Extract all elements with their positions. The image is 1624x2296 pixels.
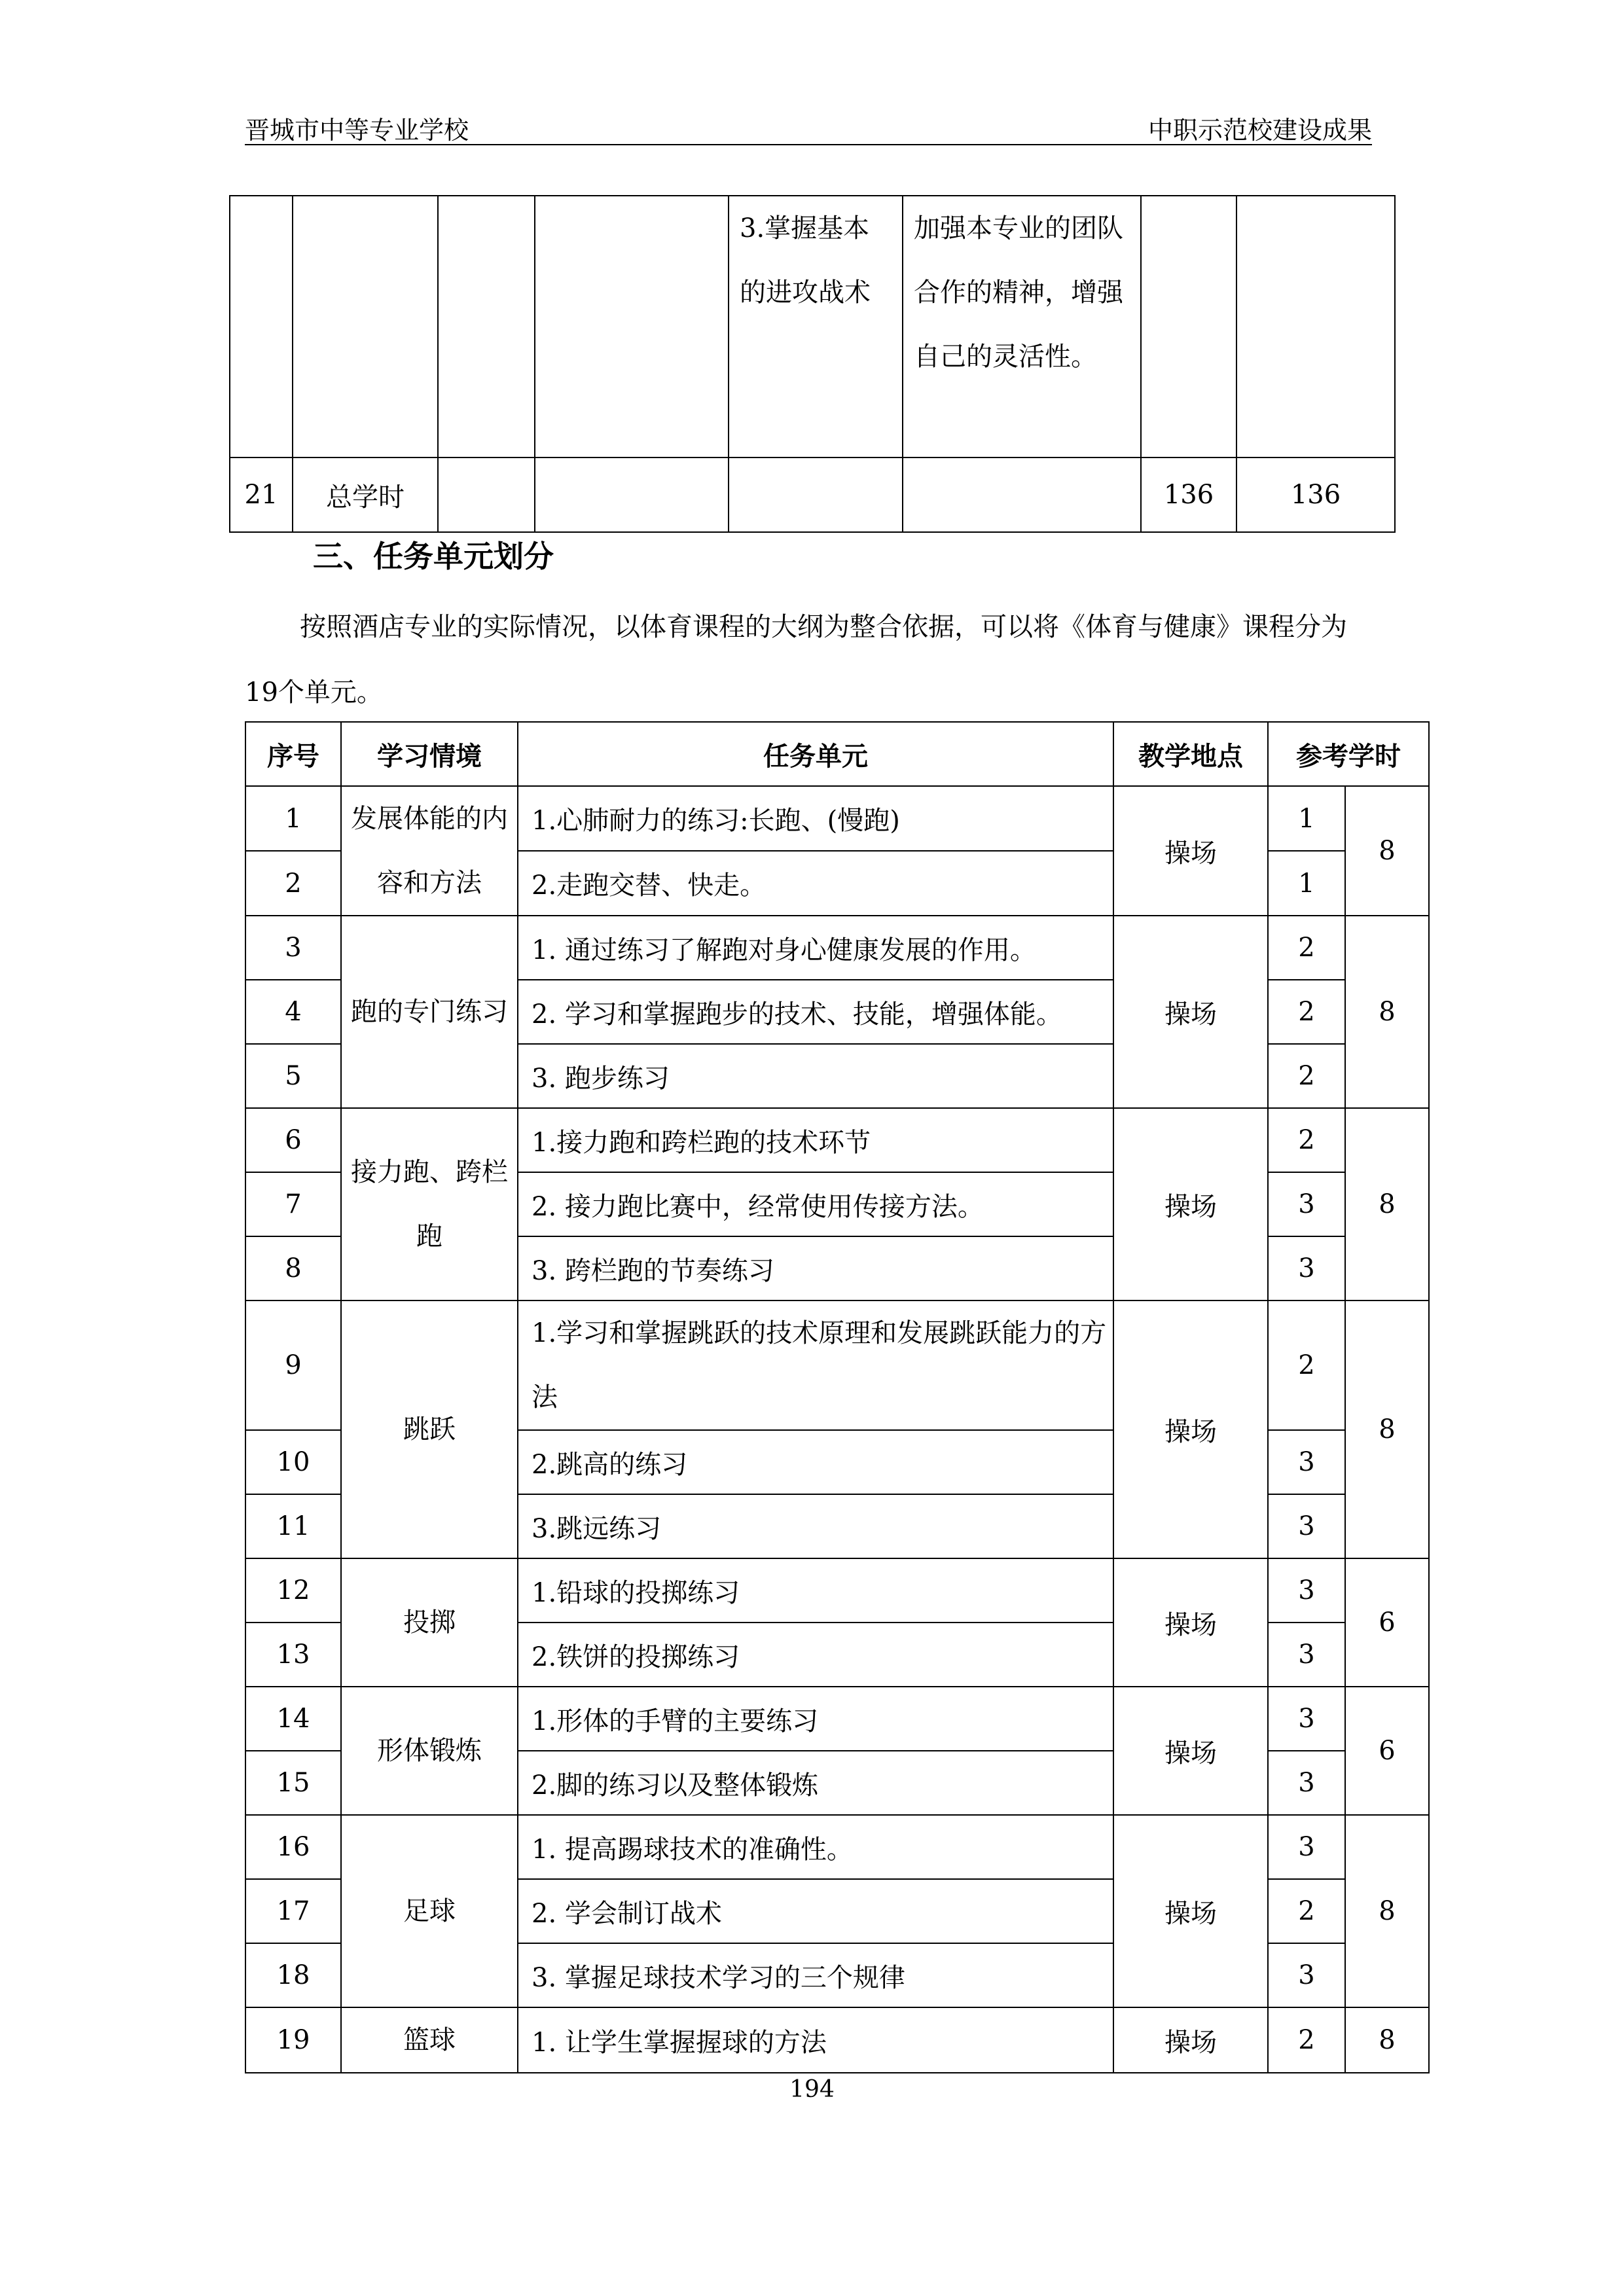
unit-hours: 3 <box>1268 1236 1345 1300</box>
teaching-location: 操场 <box>1113 916 1268 1108</box>
group-total-hours: 8 <box>1345 1108 1429 1300</box>
table-cell <box>535 196 729 457</box>
row-number: 21 <box>230 457 293 532</box>
group-total-hours: 6 <box>1345 1558 1429 1687</box>
learning-context: 接力跑、跨栏跑 <box>341 1108 518 1300</box>
task-unit: 3.跳远练习 <box>518 1494 1113 1558</box>
unit-hours: 3 <box>1268 1751 1345 1815</box>
table-row <box>245 916 1429 980</box>
teaching-location: 操场 <box>1113 1108 1268 1300</box>
table-cell <box>438 457 535 532</box>
table-body <box>245 786 1429 2073</box>
unit-hours: 3 <box>1268 1430 1345 1494</box>
table-cell <box>535 457 729 532</box>
unit-number: 5 <box>245 1044 341 1108</box>
task-unit: 2. 学习和掌握跑步的技术、技能，增强体能。 <box>518 980 1113 1044</box>
table-cell <box>729 457 903 532</box>
task-unit: 2.走跑交替、快走。 <box>518 851 1113 916</box>
total-hours-value: 136 <box>1236 457 1395 532</box>
unit-number: 14 <box>245 1687 341 1751</box>
column-header: 参考学时 <box>1268 722 1429 786</box>
teaching-location: 操场 <box>1113 1815 1268 2007</box>
total-hours-value: 136 <box>1141 457 1236 532</box>
teaching-location: 操场 <box>1113 1558 1268 1687</box>
group-total-hours: 6 <box>1345 1687 1429 1815</box>
table-cell <box>1141 196 1236 457</box>
column-header: 任务单元 <box>518 722 1113 786</box>
task-unit: 1.学习和掌握跳跃的技术原理和发展跳跃能力的方法 <box>518 1300 1113 1430</box>
header-school-name: 晋城市中等专业学校 <box>245 116 469 145</box>
unit-number: 8 <box>245 1236 341 1300</box>
unit-number: 1 <box>245 786 341 851</box>
teaching-location: 操场 <box>1113 2007 1268 2073</box>
unit-hours: 2 <box>1268 916 1345 980</box>
table-row <box>245 1300 1429 1430</box>
table-cell <box>230 196 293 457</box>
task-unit: 2.跳高的练习 <box>518 1430 1113 1494</box>
task-unit: 3. 跨栏跑的节奏练习 <box>518 1236 1113 1300</box>
unit-hours: 2 <box>1268 1300 1345 1430</box>
unit-number: 15 <box>245 1751 341 1815</box>
group-total-hours: 8 <box>1345 1815 1429 2007</box>
task-unit: 2. 学会制订战术 <box>518 1879 1113 1943</box>
learning-context: 足球 <box>341 1815 518 2007</box>
unit-number: 9 <box>245 1300 341 1430</box>
table-cell <box>1236 196 1395 457</box>
teaching-location: 操场 <box>1113 1300 1268 1558</box>
learning-context: 投掷 <box>341 1558 518 1687</box>
table-row <box>245 2007 1429 2073</box>
teaching-location: 操场 <box>1113 1687 1268 1815</box>
task-unit: 1.接力跑和跨栏跑的技术环节 <box>518 1108 1113 1172</box>
goal-cell: 3.掌握基本的进攻战术 <box>729 196 903 457</box>
group-total-hours: 8 <box>1345 2007 1429 2073</box>
task-units-table <box>245 721 1430 2073</box>
unit-hours: 1 <box>1268 851 1345 916</box>
unit-number: 19 <box>245 2007 341 2073</box>
learning-context: 篮球 <box>341 2007 518 2073</box>
column-header: 学习情境 <box>341 722 518 786</box>
task-unit: 2. 接力跑比赛中，经常使用传接方法。 <box>518 1172 1113 1236</box>
intro-paragraph <box>245 594 1372 725</box>
unit-hours: 3 <box>1268 1943 1345 2007</box>
task-unit: 1.形体的手臂的主要练习 <box>518 1687 1113 1751</box>
unit-number: 17 <box>245 1879 341 1943</box>
unit-hours: 2 <box>1268 2007 1345 2073</box>
task-unit: 1.心肺耐力的练习:长跑、(慢跑) <box>518 786 1113 851</box>
unit-hours: 2 <box>1268 1108 1345 1172</box>
task-unit: 3. 掌握足球技术学习的三个规律 <box>518 1943 1113 2007</box>
unit-hours: 3 <box>1268 1687 1345 1751</box>
table-row <box>245 1108 1429 1172</box>
header-document-title: 中职示范校建设成果 <box>1147 116 1372 145</box>
task-unit: 1. 让学生掌握握球的方法 <box>518 2007 1113 2073</box>
unit-hours: 2 <box>1268 1044 1345 1108</box>
table-row <box>245 1558 1429 1623</box>
unit-number: 11 <box>245 1494 341 1558</box>
unit-number: 12 <box>245 1558 341 1623</box>
group-total-hours: 8 <box>1345 916 1429 1108</box>
learning-context: 跳跃 <box>341 1300 518 1558</box>
table-cell <box>903 457 1141 532</box>
task-unit: 1. 通过练习了解跑对身心健康发展的作用。 <box>518 916 1113 980</box>
unit-number: 7 <box>245 1172 341 1236</box>
group-total-hours: 8 <box>1345 786 1429 916</box>
task-unit: 2.脚的练习以及整体锻炼 <box>518 1751 1113 1815</box>
unit-hours: 3 <box>1268 1815 1345 1879</box>
task-unit: 1. 提高踢球技术的准确性。 <box>518 1815 1113 1879</box>
table-row <box>245 1687 1429 1751</box>
task-unit: 1.铅球的投掷练习 <box>518 1558 1113 1623</box>
table-row <box>245 1815 1429 1879</box>
learning-context: 发展体能的内容和方法 <box>341 786 518 916</box>
table-cell <box>438 196 535 457</box>
unit-hours: 1 <box>1268 786 1345 851</box>
unit-hours: 3 <box>1268 1623 1345 1687</box>
unit-number: 2 <box>245 851 341 916</box>
table-cell <box>293 196 438 457</box>
teaching-location: 操场 <box>1113 786 1268 916</box>
page-number: 194 <box>789 2076 835 2103</box>
unit-hours: 3 <box>1268 1172 1345 1236</box>
intro-text: 按照酒店专业的实际情况，以体育课程的大纲为整合依据，可以将《体育与健康》课程分为19个单元。 <box>245 612 1347 708</box>
group-total-hours: 8 <box>1345 1300 1429 1558</box>
unit-number: 6 <box>245 1108 341 1172</box>
unit-number: 16 <box>245 1815 341 1879</box>
table-header-row <box>245 722 1429 786</box>
column-header: 教学地点 <box>1113 722 1268 786</box>
learning-context: 形体锻炼 <box>341 1687 518 1815</box>
quality-cell: 加强本专业的团队合作的精神，增强自己的灵活性。 <box>903 196 1141 457</box>
total-hours-label: 总学时 <box>293 457 438 532</box>
unit-hours: 3 <box>1268 1494 1345 1558</box>
task-unit: 2.铁饼的投掷练习 <box>518 1623 1113 1687</box>
task-unit: 3. 跑步练习 <box>518 1044 1113 1108</box>
unit-number: 10 <box>245 1430 341 1494</box>
table-row <box>245 786 1429 851</box>
unit-hours: 2 <box>1268 980 1345 1044</box>
learning-context: 跑的专门练习 <box>341 916 518 1108</box>
continued-course-table <box>229 195 1396 533</box>
unit-number: 18 <box>245 1943 341 2007</box>
unit-number: 13 <box>245 1623 341 1687</box>
unit-hours: 3 <box>1268 1558 1345 1623</box>
unit-hours: 2 <box>1268 1879 1345 1943</box>
page-header <box>245 117 1372 145</box>
section-heading: 三、任务单元划分 <box>313 539 554 574</box>
column-header: 序号 <box>245 722 341 786</box>
unit-number: 4 <box>245 980 341 1044</box>
table-row <box>230 196 1395 457</box>
total-hours-row <box>230 457 1395 532</box>
unit-number: 3 <box>245 916 341 980</box>
